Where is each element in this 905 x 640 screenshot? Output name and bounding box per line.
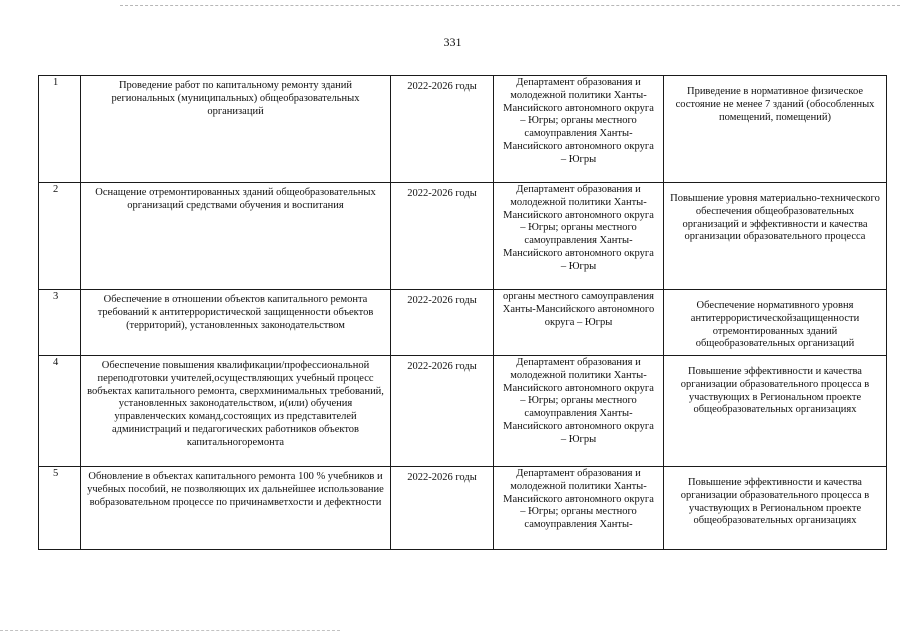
table-row <box>39 467 887 550</box>
period-cell: 2022-2026 годы <box>391 356 494 467</box>
period-cell: 2022-2026 годы <box>391 76 494 183</box>
task-cell: Обновление в объектах капитального ремонта 100 % учебников и учебных пособий, не позволяющих их дальнейшее использование вобразовательном процессе по причинамветхости и дефектности <box>81 467 391 550</box>
table-row <box>39 183 887 290</box>
measures-table <box>38 75 887 550</box>
page-number: 331 <box>443 35 462 49</box>
scan-edge-bottom <box>0 630 340 632</box>
scan-edge-top <box>120 5 900 7</box>
executor-cell: Департамент образования и молодежной политики Ханты-Мансийского автономного округа – Югры; органы местного самоуправления Ханты-Мансийского автономного округа – Югры <box>494 183 664 290</box>
result-cell: Повышение уровня материально-технического обеспечения общеобразовательных организаций и эффективности и качества организации образовательного процесса <box>664 183 887 290</box>
period-cell: 2022-2026 годы <box>391 183 494 290</box>
result-cell: Повышение эффективности и качества организации образовательного процесса в участвующих в Региональном проекте общеобразовательных организациях <box>664 356 887 467</box>
task-cell: Обеспечение повышения квалификации/профессиональной переподготовки учителей,осуществляющих учебный процесс вобъектах капитального ремонта, сверхминимальных требований, установленных законодательством, и(или) обучения управленческих команд,состоящих из представителей администраций и педагогических работников объектов капитальногоремонта <box>81 356 391 467</box>
result-cell: Повышение эффективности и качества организации образовательного процесса в участвующих в Региональном проекте общеобразовательных организациях <box>664 467 887 550</box>
table-row <box>39 290 887 356</box>
table-row <box>39 76 887 183</box>
period-cell: 2022-2026 годы <box>391 467 494 550</box>
executor-cell: Департамент образования и молодежной политики Ханты-Мансийского автономного округа – Югры; органы местного самоуправления Ханты- <box>494 467 664 550</box>
period-cell: 2022-2026 годы <box>391 290 494 356</box>
task-cell: Оснащение отремонтированных зданий общеобразовательных организаций средствами обучения и воспитания <box>81 183 391 290</box>
row-number: 5 <box>39 467 81 550</box>
row-number: 3 <box>39 290 81 356</box>
table-row <box>39 356 887 467</box>
row-number: 2 <box>39 183 81 290</box>
task-cell: Проведение работ по капитальному ремонту зданий региональных (муниципальных) общеобразовательных организаций <box>81 76 391 183</box>
result-cell: Обеспечение нормативного уровня антитеррористическойзащищенности отремонтированных зданий общеобразовательных организаций <box>664 290 887 356</box>
result-cell: Приведение в нормативное физическое состояние не менее 7 зданий (обособленных помещений, помещений) <box>664 76 887 183</box>
row-number: 1 <box>39 76 81 183</box>
row-number: 4 <box>39 356 81 467</box>
task-cell: Обеспечение в отношении объектов капитального ремонта требований к антитеррористической защищенности объектов (территорий), установленных законодательством <box>81 290 391 356</box>
executor-cell: органы местного самоуправления Ханты-Мансийского автономного округа – Югры <box>494 290 664 356</box>
executor-cell: Департамент образования и молодежной политики Ханты-Мансийского автономного округа – Югры; органы местного самоуправления Ханты-Мансийского автономного округа – Югры <box>494 76 664 183</box>
executor-cell: Департамент образования и молодежной политики Ханты-Мансийского автономного округа – Югры; органы местного самоуправления Ханты-Мансийского автономного округа – Югры <box>494 356 664 467</box>
